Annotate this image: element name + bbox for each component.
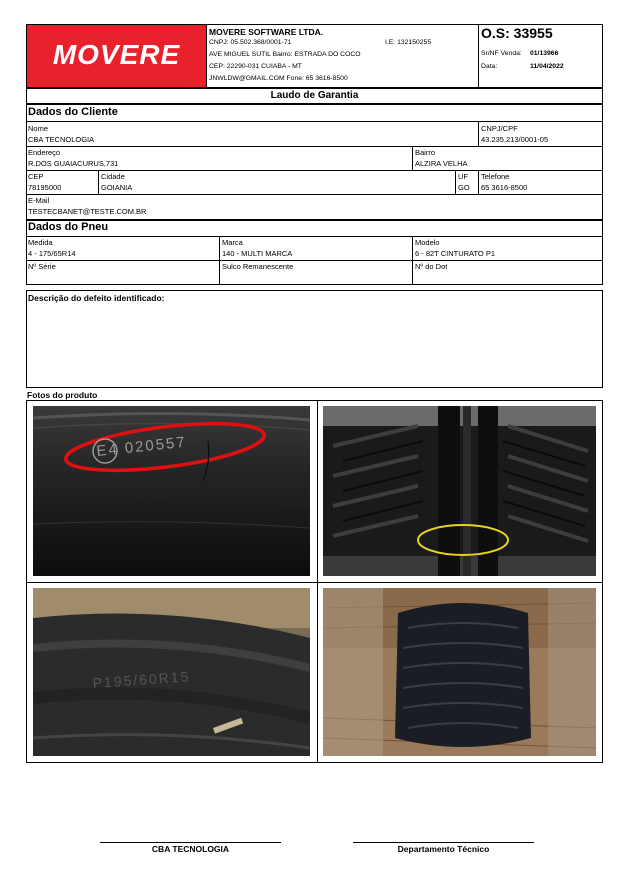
medida-label: Medida xyxy=(28,238,53,247)
cell-divider-telefone xyxy=(478,170,479,194)
tire-line-1 xyxy=(26,236,603,237)
photo-worn-tread xyxy=(323,588,596,756)
endereco-value: R.DOS GUAIACURUS,731 xyxy=(28,159,119,168)
signature-client: CBA TECNOLOGIA xyxy=(151,844,230,854)
logo-text: MOVERE xyxy=(52,39,181,70)
cell-divider-bairro xyxy=(412,146,413,170)
marca-value: 140 - MULTI MARCA xyxy=(222,249,293,258)
srnf-value: 01/13966 xyxy=(530,50,559,57)
tire-box xyxy=(26,219,603,285)
company-cep: CEP: 22290-031 CUIABA - MT xyxy=(209,63,302,70)
cidade-value: GOIANIA xyxy=(101,183,133,192)
defect-box xyxy=(26,290,603,388)
date-value: 11/04/2022 xyxy=(530,63,564,70)
company-name: MOVERE SOFTWARE LTDA. xyxy=(209,27,324,37)
doc-title: Laudo de Garantia xyxy=(270,90,359,101)
email-label: E-Mail xyxy=(28,196,50,205)
cell-divider-cidade xyxy=(98,170,99,194)
sulco-label: Sulco Remanescente xyxy=(222,262,294,271)
uf-label: UF xyxy=(458,172,468,181)
modelo-value: 6 - 82T CINTURATO P1 xyxy=(415,249,496,258)
client-line-2 xyxy=(26,146,603,147)
telefone-value: 65 3616-8500 xyxy=(481,183,528,192)
client-section-title: Dados do Cliente xyxy=(28,106,118,118)
photo-sidewall-size xyxy=(33,588,310,756)
photo-tread-wear xyxy=(323,406,596,576)
srnf-label: Sr/NF Venda: xyxy=(481,50,522,57)
nome-value: CBA TECNOLOGIA xyxy=(28,135,95,144)
email-value: TESTECBANET@TESTE.COM.BR xyxy=(28,207,147,216)
tire-line-2 xyxy=(26,260,603,261)
sidewall-code-text: E4 020557 xyxy=(95,433,188,460)
dot-label: Nº do Dot xyxy=(415,262,448,271)
date-label: Data: xyxy=(481,63,498,70)
company-logo xyxy=(27,25,206,87)
signature-line-dept xyxy=(353,842,534,843)
cell-divider-uf xyxy=(455,170,456,194)
company-ie: I.E: 132150255 xyxy=(385,39,432,46)
signature-line-client xyxy=(100,842,281,843)
signature-dept: Departamento Técnico xyxy=(397,844,490,854)
bairro-label: Bairro xyxy=(415,148,436,157)
cell-divider-cnpj xyxy=(478,121,479,146)
photos-label: Fotos do produto xyxy=(27,390,98,400)
medida-value: 4 - 175/65R14 xyxy=(28,249,76,258)
cidade-label: Cidade xyxy=(101,172,125,181)
header-divider-1 xyxy=(206,24,207,88)
company-contact: JNWLDW@GMAIL.COM Fone: 65 3616-8500 xyxy=(209,75,348,82)
cnpj-label: CNPJ/CPF xyxy=(481,124,518,133)
os-number: O.S: 33955 xyxy=(481,25,553,41)
sidewall-size-text: P195/60R15 xyxy=(92,668,191,691)
defect-label: Descrição do defeito identificado: xyxy=(28,293,165,303)
nome-label: Nome xyxy=(28,124,49,133)
client-line-4 xyxy=(26,194,603,195)
company-cnpj: CNPJ: 05.502.368/0001-71 xyxy=(209,39,292,46)
cnpj-value: 43.235.213/0001-05 xyxy=(481,135,549,144)
photo-sidewall-dot xyxy=(33,406,310,576)
tire-section-title: Dados do Pneu xyxy=(28,221,109,233)
photos-hdivider xyxy=(26,582,603,583)
header-divider-2 xyxy=(478,24,479,88)
modelo-label: Modelo xyxy=(415,238,440,247)
cep-value: 78195000 xyxy=(28,183,62,192)
marca-label: Marca xyxy=(222,238,243,247)
serie-label: Nº Série xyxy=(28,262,56,271)
client-line-1 xyxy=(26,121,603,122)
endereco-label: Endereço xyxy=(28,148,61,157)
telefone-label: Telefone xyxy=(481,172,510,181)
cep-label: CEP xyxy=(28,172,44,181)
client-line-3 xyxy=(26,170,603,171)
company-address: AVE MIGUEL SUTIL Bairro: ESTRADA DO COCO xyxy=(209,51,361,58)
uf-value: GO xyxy=(458,183,470,192)
bairro-value: ALZIRA VELHA xyxy=(415,159,468,168)
